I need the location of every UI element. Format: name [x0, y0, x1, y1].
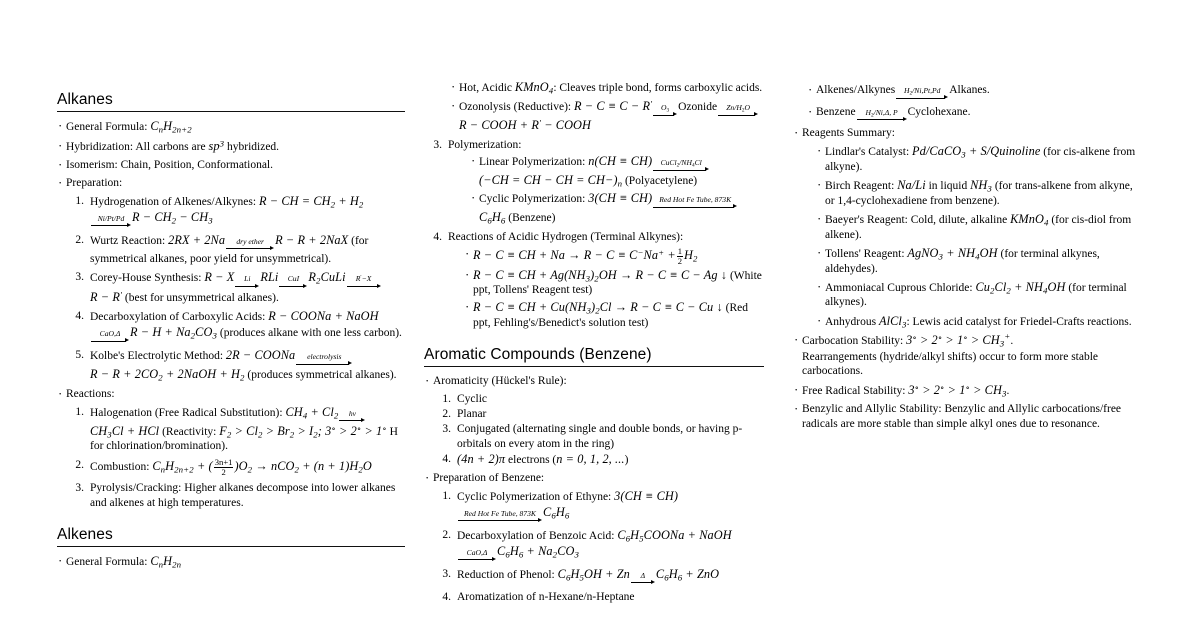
list-item-general-formula: [57, 119, 405, 135]
aromaticity-label: Aromaticity (Hückel's Rule):: [433, 374, 567, 387]
arrow-label: R′−X: [355, 274, 372, 284]
benzene-3-lhs: $C_6H_5OH + Zn$: [557, 566, 630, 583]
benzene-prep-reduction-phenol: [433, 567, 764, 586]
list-item-preparation: [57, 176, 405, 383]
prep-3-b: RLi: [260, 270, 279, 285]
hybridization-text-b: hybridized.: [227, 140, 280, 153]
reaction-arrow: [347, 275, 381, 289]
preparation-label: Preparation:: [66, 177, 123, 190]
benzene-2-rhs: $C_6H_6 + Na_2CO_3$: [497, 543, 580, 560]
huckel-electrons-text: electrons (: [508, 454, 557, 467]
kmno4-text: : Cleaves triple bond, forms carboxylic acids.: [553, 82, 763, 94]
hybridization-text-a: All carbons are: [135, 140, 206, 153]
reactions-list: [66, 405, 405, 511]
rxn-item-halogenation: [66, 405, 405, 455]
arrow-label: CuI: [287, 274, 300, 284]
cyclic-lhs: 3(CH ≡ CH): [588, 191, 653, 206]
list-item-kmno4: [450, 80, 764, 96]
reaction-arrow: [653, 104, 677, 118]
reagent-note: (for terminal alkynes).: [825, 281, 1127, 309]
reagents-summary-heading: Reagents Summary:: [802, 127, 895, 140]
cyclic-note: (Benzene): [508, 212, 556, 225]
linear-rhs: (−CH = CH − CH = $CH-)_n$: [479, 173, 623, 189]
heading-rule: [57, 546, 405, 547]
list-item-reactions: [57, 387, 405, 511]
polymerization-sublist: [448, 154, 764, 226]
benzene-preparation-list: [433, 489, 764, 604]
reaction-arrow: [631, 572, 655, 586]
benzene-prep-decarboxylation: [433, 528, 764, 563]
alkenes-alkynes-label: Alkenes/Alkynes: [816, 84, 896, 96]
rxn-1-label: Halogenation (Free Radical Substitution):: [90, 406, 283, 419]
section-heading-alkenes: Alkenes: [57, 525, 113, 543]
reagent-math: AlCl$_3$: [879, 313, 907, 330]
rxn-1-note-close: H for chlorination/bromination).: [90, 425, 398, 453]
acidic-h-1-tail: $H_2$: [684, 247, 698, 264]
reagent-label: Lindlar's Catalyst:: [825, 145, 910, 158]
prep-2-lhs: 2RX + 2Na: [168, 232, 226, 247]
column-1: [57, 0, 405, 626]
benzene-rhs: Cyclohexane.: [907, 105, 971, 118]
arrow-label: $H_2/Ni,Pt,Pd$: [904, 86, 941, 97]
list-item-benzene-preparation: [424, 471, 764, 604]
cyclic-rhs: $C_6H_6$: [479, 210, 506, 226]
combustion-fraction: [214, 458, 234, 477]
huckel-close-paren: ): [624, 454, 629, 467]
rxn-2-lhs: $C_nH_{2n+2}$ + (: [152, 459, 213, 475]
reagent-ammoniacal-cuprous-chloride: [816, 280, 1138, 310]
reactions-label: Reactions:: [66, 387, 115, 400]
fraction-denominator: 2: [677, 255, 683, 266]
rxn-1-lhs: $CH_4 + Cl_2$: [285, 404, 339, 421]
prep-item-kolbe: [66, 348, 405, 383]
prep-5-rhs: $R - R + 2CO_2$ + 2NaOH + $H_2$: [90, 367, 245, 383]
reagent-label: Birch Reagent:: [825, 179, 895, 192]
reaction-arrow: [91, 330, 129, 344]
reagent-note: : Lewis acid catalyst for Friedel-Crafts reactions.: [906, 315, 1132, 328]
reaction-arrow: [718, 104, 758, 118]
list-item-benzene-hydrogenation: [807, 105, 1138, 123]
prep-4-label: Decarboxylation of Carboxylic Acids:: [90, 311, 266, 324]
carbocation-note: Rearrangements (hydride/alkyl shifts) occur to form more stable carbocations.: [802, 350, 1099, 378]
arrow-label: Li: [244, 274, 251, 284]
prep-4-rhs: $R - H + Na_2CO_3$: [130, 324, 217, 341]
benzene-2-label: Decarboxylation of Benzoic Acid:: [457, 529, 615, 542]
reagent-math: AgNO$_3$ + $NH_4OH$: [907, 245, 998, 262]
acidic-h-2-math: R − C ≡ CH + $Ag(NH_3)_2OH \to R - C \equiv C - Ag$ ↓: [473, 267, 728, 284]
huckel-rule-conjugated: Conjugated (alternating single and double bonds, or having p-orbitals on every atom in the ring): [457, 423, 743, 450]
preparation-list: [66, 194, 405, 383]
heading-rule: [57, 111, 405, 112]
reagent-math: $Cu_2Cl_2 + NH_4OH$: [975, 279, 1066, 296]
list-item-tollens-test: [464, 268, 764, 298]
reaction-arrow: [653, 159, 709, 173]
benzene-prep-cyclic-polymerization: [433, 489, 764, 524]
list-item-isomerism: · Isomerism: Chain, Position, Conformational.: [57, 158, 405, 173]
half-fraction: [677, 247, 683, 266]
reaction-arrow: [458, 510, 542, 524]
reagent-birch: [816, 178, 1138, 208]
prep-5-label: Kolbe's Electrolytic Method:: [90, 350, 224, 363]
reaction-arrow: [226, 238, 274, 252]
linear-lhs: n(CH ≡ CH): [588, 154, 653, 169]
carbocation-math: $3^\circ > 2^\circ > 1^\circ > CH_3^+$: [906, 331, 1011, 349]
list-item-alkenes-alkynes-hydrogenation: [807, 83, 1138, 101]
arrow-label: Red Hot Fe Tube, 873K: [464, 508, 536, 518]
column-3: [793, 0, 1138, 626]
heading-rule: [424, 366, 764, 367]
benzene-3-label: Reduction of Phenol:: [457, 568, 555, 581]
prep-4-lhs: R − COONa + NaOH: [268, 309, 379, 324]
hydrogenation-list: [793, 83, 1138, 123]
huckel-rule-electrons: [433, 452, 764, 468]
reagent-label: Tollens' Reagent:: [825, 247, 905, 260]
acidic-h-2-note: (White ppt, Tollens' Reagent test): [473, 269, 762, 297]
prep-4-note: (produces alkane with one less carbon).: [219, 326, 402, 339]
benzene-2-lhs: $C_6H_5COONa$ + NaOH: [617, 527, 732, 544]
prep-item-decarboxylation: [66, 309, 405, 344]
radical-period: .: [1006, 384, 1010, 397]
acidic-hydrogen-label: Reactions of Acidic Hydrogen (Terminal Alkynes):: [448, 230, 684, 243]
arrow-label: Δ: [640, 570, 646, 580]
reagent-math: Na/Li: [897, 177, 926, 192]
ozonolysis-label: Ozonolysis (Reductive):: [459, 101, 572, 114]
arrow-label: $Zn/H_2O$: [726, 103, 750, 114]
fraction-numerator: 3n+1: [214, 457, 233, 468]
arrow-label: CaO,Δ: [466, 547, 488, 557]
prep-1-rhs: $R - CH_2 - CH_3$: [132, 209, 213, 225]
list-item-hybridization: [57, 139, 405, 155]
prep-item-hydrogenation: [66, 194, 405, 229]
list-item-free-radical-stability: [793, 383, 1138, 399]
benzene-3-rhs: $C_6H_6$ + ZnO: [655, 566, 720, 583]
benzene-1-lhs: 3(CH ≡ CH): [614, 489, 679, 504]
acidic-hydrogen-sublist: [448, 247, 764, 331]
reagent-tollens: [816, 246, 1138, 276]
ozonolysis-lhs: R − C ≡ C − R′: [573, 98, 653, 114]
acidic-h-3-math: R − C ≡ CH + $Cu(NH_3)_2Cl \to R - C \equiv C - Cu$ ↓: [473, 300, 723, 316]
arrow-label: CaO,Δ: [99, 328, 121, 338]
list-item-cyclic-polymerization: [470, 191, 764, 226]
arrow-label: dry ether: [236, 236, 264, 246]
prep-2-note: (for symmetrical alkanes, poor yield for unsymmetrical).: [90, 234, 369, 265]
reaction-arrow: [235, 275, 259, 289]
arrow-label: Ni/Pt/Pd: [97, 213, 125, 223]
reagent-baeyer: [816, 212, 1138, 242]
benzene-1-label: Cyclic Polymerization of Ethyne:: [457, 491, 612, 504]
prep-2-rhs: R − R + 2NaX: [275, 232, 349, 247]
aromatic-list: [424, 374, 764, 605]
prep-3-note: (best for unsymmetrical alkanes).: [124, 291, 279, 304]
column-2: [424, 0, 764, 626]
alkenes-general-formula-label: General Formula:: [66, 556, 148, 569]
acidic-h-1-math: R − C ≡ CH + Na → R − C ≡ C−Na+ +: [473, 247, 676, 262]
reaction-arrow: [296, 353, 352, 367]
hybridization-label: Hybridization:: [66, 140, 134, 153]
benzene-prep-aromatization: Aromatization of n-Hexane/n-Heptane: [457, 590, 635, 603]
alkanes-list: [57, 119, 405, 510]
reagent-label: Ammoniacal Cuprous Chloride:: [825, 281, 973, 294]
carbocation-period: .: [1010, 334, 1014, 347]
prep-2-label: Wurtz Reaction:: [90, 234, 166, 247]
rxn-1-rhs: $CH_3Cl$ + HCl: [90, 423, 160, 440]
prep-3-d: R − R′: [90, 288, 123, 304]
rxn-1-note-open: (Reactivity:: [162, 425, 217, 438]
fraction-numerator: 1: [677, 245, 683, 256]
reagent-anhydrous-alcl3: [816, 314, 1138, 330]
benzene-preparation-label: Preparation of Benzene:: [433, 472, 545, 485]
section-aromatic: [424, 345, 764, 605]
arrow-label: $CuCl_2/NH_4Cl$: [660, 158, 702, 169]
carbocation-label: Carbocation Stability:: [802, 334, 904, 347]
huckel-n-values: n = 0, 1, 2, ...: [556, 452, 625, 467]
arrow-label: electrolysis: [307, 352, 342, 362]
polymerization-label: Polymerization:: [448, 138, 522, 151]
prep-item-wurtz: [66, 233, 405, 267]
prep-3-c: $R_2CuLi$: [308, 270, 346, 286]
rxn-1-reactivity: $F_2 > Cl_2 > Br_2 > I_2$; 3∘ > 2∘ > 1∘: [219, 423, 387, 440]
reagent-mid: in liquid: [928, 179, 968, 192]
fraction-denominator: 2: [221, 467, 226, 478]
prep-3-a: R − X: [204, 270, 235, 285]
prep-1-label: Hydrogenation of Alkenes/Alkynes:: [90, 195, 257, 208]
kmno4-label: Hot, Acidic: [459, 82, 513, 94]
prep-item-corey-house: [66, 270, 405, 305]
list-item-reagents-summary: [793, 126, 1138, 329]
list-item-ozonolysis: [450, 99, 764, 134]
section-heading-alkanes: Alkanes: [57, 91, 113, 108]
rxn-2-rhs: )$O_2 \to nCO_2 + (n + 1)H_2O$: [234, 459, 372, 475]
huckel-rule-cyclic: Cyclic: [457, 392, 488, 405]
arrow-label: Red Hot Fe Tube, 873K: [659, 195, 732, 205]
reagent-math: KMnO$_4$: [1010, 211, 1049, 228]
alkenes-list: [57, 554, 405, 570]
reagent-label: Anhydrous: [825, 315, 877, 328]
list-item-linear-polymerization: [470, 154, 764, 189]
reagent-note: (for trans-alkene from alkyne, or 1,4-cyclohexadiene from benzene).: [825, 179, 1133, 207]
reagent-note: (for cis-diol from alkene).: [825, 213, 1132, 241]
list-item-carbocation-stability: [793, 333, 1138, 379]
radical-math: $3^\circ > 2^\circ > 1^\circ > CH_3$: [908, 381, 1007, 399]
list-item-polymerization: [424, 138, 764, 226]
hybridization-math: $sp^3$: [208, 137, 225, 153]
section-alkenes: [57, 525, 405, 570]
arrow-label: $H_2/Ni,\Delta$, P: [865, 107, 898, 119]
linear-note: (Polyacetylene): [624, 175, 698, 188]
reagent-label: Baeyer's Reagent: Cold, dilute, alkaline: [825, 213, 1008, 226]
rxn-item-pyrolysis: Pyrolysis/Cracking: Higher alkanes decompose into lower alkanes and alkenes at high temperatures.: [90, 482, 396, 509]
prep-1-lhs: R − CH = $CH_2 + H_2$: [258, 193, 364, 210]
alkenes-alkynes-rhs: Alkanes.: [949, 84, 990, 96]
summary-list: [793, 126, 1138, 431]
benzene-label: Benzene: [816, 105, 856, 118]
section-heading-aromatic: Aromatic Compounds (Benzene): [424, 345, 652, 363]
reagent-note: (for terminal alkynes, aldehydes).: [825, 247, 1100, 275]
reaction-arrow: [339, 410, 365, 424]
list-item-fehlings-test: [464, 300, 764, 330]
general-formula-label: General Formula:: [66, 121, 148, 134]
ozonolysis-rhs: R − COOH + R′ − COOH: [459, 117, 592, 133]
arrow-label: hν: [348, 408, 356, 418]
rxn-item-combustion: [66, 458, 405, 477]
reaction-arrow: [279, 275, 307, 289]
list-item-aromaticity: [424, 374, 764, 468]
reagent-note: (for cis-alkene from alkyne).: [825, 145, 1136, 173]
reaction-arrow: [896, 87, 948, 101]
arrow-label: $O_3$: [661, 103, 670, 114]
prep-5-lhs: 2R − COONa: [225, 348, 296, 363]
benzene-1-rhs: $C_6H_6$: [543, 504, 570, 521]
ozonolysis-mid: Ozonide: [678, 101, 718, 114]
alkyne-oxidation-list: [424, 80, 764, 134]
list-item-alkenes-general-formula: [57, 554, 405, 570]
huckel-rule-planar: Planar: [457, 407, 487, 420]
huckel-rules-list: [433, 392, 764, 468]
section-alkanes: [57, 90, 405, 511]
list-item-sodium-test: [464, 247, 764, 266]
prep-5-note: (produces symmetrical alkanes).: [247, 369, 397, 382]
reaction-arrow: [857, 109, 907, 123]
kmno4-math: KMnO$_4$: [514, 80, 554, 96]
reaction-arrow: [458, 549, 496, 563]
prep-3-label: Corey-House Synthesis:: [90, 272, 202, 285]
huckel-4n2-math: (4n + 2)π: [457, 452, 506, 467]
reagent-math-2: $NH_3$: [970, 177, 992, 194]
alkyne-reactions-list: [424, 138, 764, 331]
alkenes-general-formula-math: $C_nH_{2n}$: [150, 554, 182, 570]
cyclic-label: Cyclic Polymerization:: [479, 193, 586, 206]
list-item-acidic-hydrogen: [424, 230, 764, 331]
general-formula-math: $C_nH_{2n+2}$: [150, 119, 192, 135]
rxn-2-label: Combustion:: [90, 461, 150, 474]
radical-label: Free Radical Stability:: [802, 384, 906, 397]
reagent-lindlar: [816, 144, 1138, 174]
linear-label: Linear Polymerization:: [479, 156, 586, 169]
reagents-list: [802, 144, 1138, 330]
reaction-arrow: [91, 215, 131, 229]
acidic-h-3-note: (Red ppt, Fehling's/Benedict's solution test): [473, 302, 748, 329]
list-item-benzylic-allylic-stability: · Benzylic and Allylic Stability: Benzylic and Allylic carbocations/free radicals are more stable than simple alkyl ones due to resonance.: [793, 402, 1138, 431]
reaction-arrow: [653, 196, 737, 210]
reagent-math: Pd/CaCO$_3$ + S/Quinoline: [912, 143, 1041, 160]
